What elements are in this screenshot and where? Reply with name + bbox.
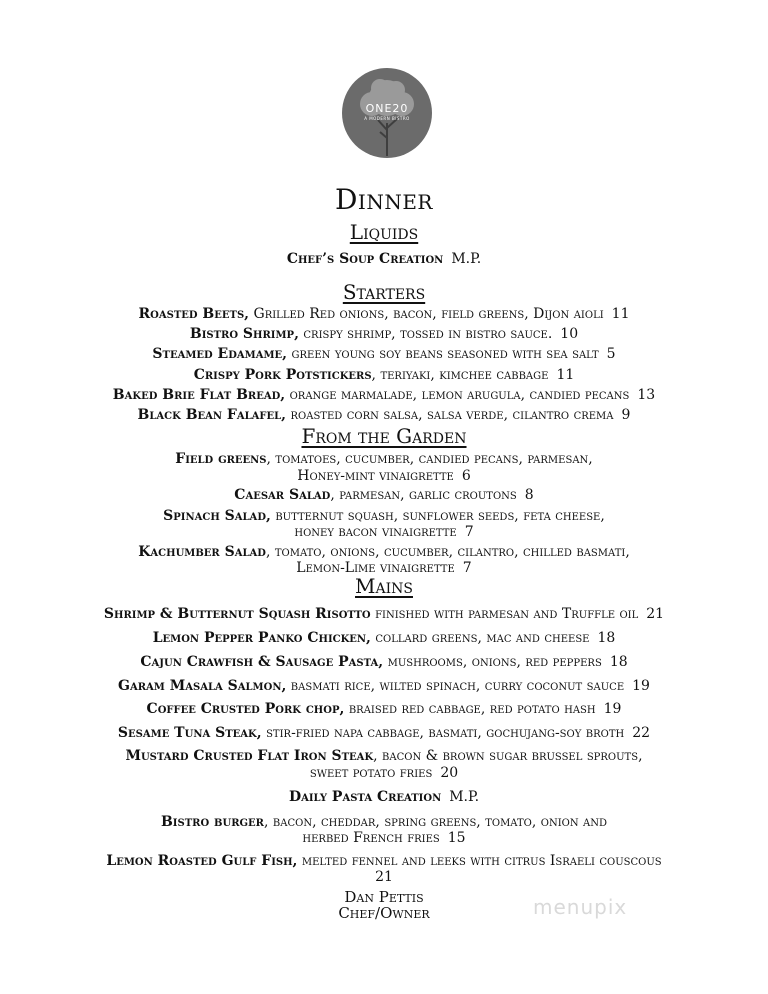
item-description: mushrooms, onions, red peppers (387, 654, 602, 670)
item-description: , tomato, onions, cucumber, cilantro, chilled basmati, (265, 544, 630, 560)
item-description: butternut squash, sunflower seeds, feta cheese, (275, 508, 605, 524)
item-price: 11 (556, 367, 575, 383)
item-name: Coffee Crusted Pork chop, (146, 701, 345, 717)
item-name: Caesar Salad (234, 487, 331, 503)
item-description: Grilled Red onions, bacon, field greens, Dijon aioli (253, 306, 604, 322)
item-description: , tomatoes, cucumber, candied pecans, parmesan, (266, 451, 593, 467)
item-price: 9 (621, 407, 631, 423)
item-price: 15 (447, 830, 466, 846)
item-price: 7 (464, 524, 474, 540)
menu-item (0, 677, 768, 695)
restaurant-logo (342, 68, 432, 158)
menu-item (0, 325, 768, 343)
menu-item-continued (0, 829, 768, 847)
menu-item (0, 406, 768, 424)
item-price: 19 (632, 678, 650, 694)
item-description: herbed French fries (302, 830, 440, 846)
item-description: green young soy beans seasoned with sea salt (291, 346, 599, 362)
item-name: Mustard Crusted Flat Iron Steak (125, 748, 374, 764)
item-name: Kachumber Salad (138, 544, 266, 560)
item-name: Spinach Salad, (163, 508, 271, 524)
item-description: Lemon-Lime vinaigrette (296, 560, 455, 576)
item-name: Field greens (175, 451, 267, 467)
menu-item (0, 366, 768, 384)
item-description: roasted corn salsa, salsa verde, cilantro crema (290, 407, 614, 423)
item-description: crispy shrimp, tossed in bistro sauce. (303, 326, 553, 342)
section-heading-garden: From the Garden (301, 424, 467, 448)
menu-item (0, 788, 768, 806)
item-name: Daily Pasta Creation (288, 789, 442, 805)
item-price: 19 (603, 701, 622, 717)
menu-item (0, 653, 768, 671)
item-price: 21 (375, 869, 393, 885)
logo-name: ONE20 (365, 102, 409, 115)
item-name: Chef’s Soup Creation (286, 251, 444, 267)
item-description: basmati rice, wilted spinach, curry coconut sauce (290, 678, 625, 694)
item-description: finished with parmesan and Truffle oil (375, 606, 639, 622)
watermark: menupix (533, 895, 628, 919)
menu-item (0, 450, 768, 468)
item-price: 13 (637, 387, 656, 403)
item-description: sweet potato fries (309, 765, 433, 781)
menu-item (0, 345, 768, 363)
item-name: Baked Brie Flat Bread, (112, 387, 286, 403)
item-price: 10 (560, 326, 579, 342)
item-description: honey bacon vinaigrette (294, 524, 457, 540)
item-description: Honey-mint vinaigrette (297, 468, 454, 484)
section-heading-mains: Mains (355, 574, 413, 598)
logo-subtitle: A MODERN BISTRO (364, 116, 410, 121)
item-price: 7 (462, 560, 472, 576)
item-name: Black Bean Falafel, (137, 407, 287, 423)
item-name: Lemon Roasted Gulf Fish, (106, 853, 298, 869)
item-name: Garam Masala Salmon, (118, 678, 287, 694)
item-price: 11 (611, 306, 630, 322)
item-description: , bacon & brown sugar brussel sprouts, (373, 748, 643, 764)
item-price: 20 (440, 765, 459, 781)
item-price: 18 (597, 630, 616, 646)
item-price: 18 (609, 654, 628, 670)
item-price: 8 (524, 487, 534, 503)
item-description: melted fennel and leeks with citrus Israeli couscous (301, 853, 662, 869)
item-name: Sesame Tuna Steak, (117, 725, 262, 741)
item-description: , teriyaki, kimchee cabbage (371, 367, 549, 383)
item-name: Lemon Pepper Panko Chicken, (152, 630, 371, 646)
item-description: braised red cabbage, red potato hash (348, 701, 596, 717)
menu-item (0, 629, 768, 647)
menu-item-continued (0, 764, 768, 782)
item-description: orange marmalade, lemon arugula, candied pecans (289, 387, 630, 403)
item-name: Bistro burger (160, 814, 264, 830)
menu-item (0, 700, 768, 718)
menu-item (0, 250, 768, 268)
item-price: 5 (606, 346, 616, 362)
chef-role: Chef/Owner (338, 904, 430, 922)
menu-item (0, 724, 768, 742)
item-price: 21 (646, 606, 665, 622)
menu-item (0, 386, 768, 404)
menu-title: Dinner (334, 183, 433, 216)
item-description: , parmesan, garlic croutons (330, 487, 517, 503)
item-price: 6 (461, 468, 471, 484)
item-name: Shrimp & Butternut Squash Risotto (103, 606, 371, 622)
menu-item-continued (0, 868, 768, 886)
item-name: Roasted Beets, (138, 306, 250, 322)
menu-item (0, 605, 768, 623)
menu-item (0, 305, 768, 323)
item-price: M.P. (449, 789, 480, 805)
section-heading-liquids: Liquids (349, 220, 419, 244)
item-description: stir-fried napa cabbage, basmati, gochujang-soy broth (266, 725, 625, 741)
item-description: collard greens, mac and cheese (375, 630, 590, 646)
menu-item-continued (0, 467, 768, 485)
chef-name: Dan Pettis (344, 888, 424, 906)
item-price: M.P. (451, 251, 482, 267)
item-name: Crispy Pork Potstickers (193, 367, 372, 383)
item-description: , bacon, cheddar, spring greens, tomato, onion and (264, 814, 608, 830)
menu-item (0, 747, 768, 765)
item-price: 22 (632, 725, 651, 741)
menu-item-continued (0, 523, 768, 541)
item-name: Bistro Shrimp, (189, 326, 299, 342)
menu-item (0, 486, 768, 504)
item-name: Cajun Crawfish & Sausage Pasta, (140, 654, 384, 670)
item-name: Steamed Edamame, (152, 346, 288, 362)
section-heading-starters: Starters (342, 280, 426, 304)
